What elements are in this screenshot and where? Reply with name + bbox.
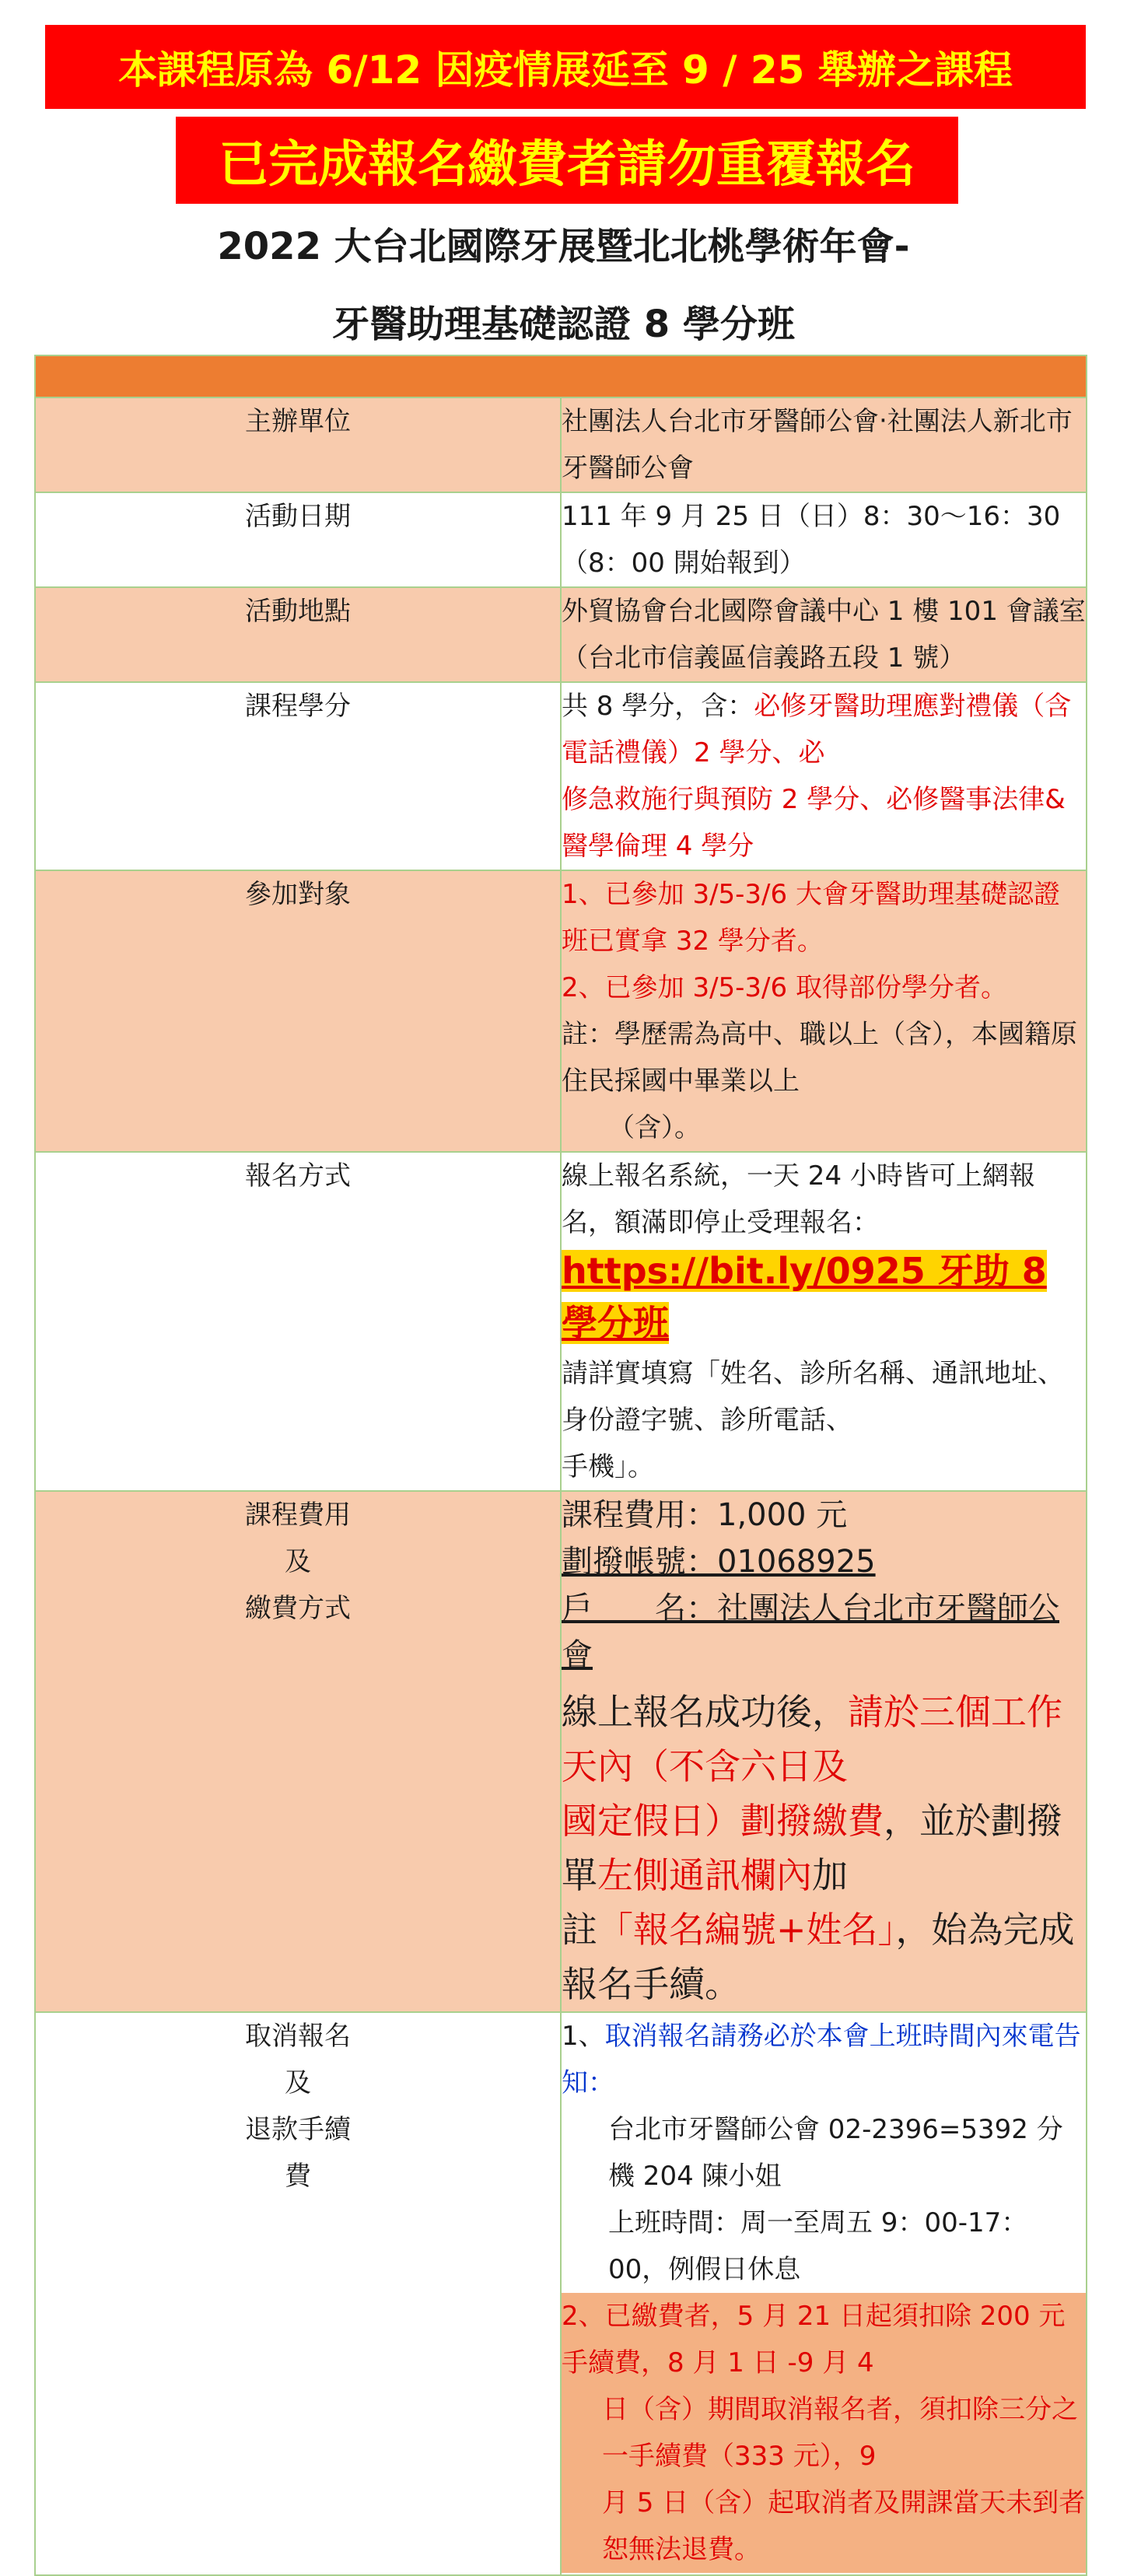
row-target <box>35 870 1087 1152</box>
value-organizer: 社團法人台北市牙醫師公會‧社團法人新北市牙醫師公會 <box>561 397 1087 492</box>
refund-line-2: 日（含）期間取消報名者，須扣除三分之一手續費（333 元），9 <box>602 2394 1078 2472</box>
course-info-table <box>34 355 1087 2576</box>
registration-link[interactable]: https://bit.ly/0925 牙助 8 學分班 <box>562 1250 1047 1344</box>
label-fee-2: 及 <box>285 1546 311 1577</box>
venue-name: 外貿協會台北國際會議中心 1 樓 101 會議室 <box>562 596 1086 627</box>
venue-address: （台北市信義區信義路五段 1 號） <box>562 642 966 674</box>
value-venue <box>561 587 1087 682</box>
row-cancel <box>35 2012 1087 2575</box>
label-fee-3: 繳費方式 <box>245 1593 351 1624</box>
value-registration <box>561 1152 1087 1491</box>
page-title-line1: 2022 大台北國際牙展暨北北桃學術年會- <box>217 225 910 268</box>
label-cancel <box>35 2012 561 2575</box>
credits-detail-2: 修急救施行與預防 2 學分、必修醫事法律&醫學倫理 4 學分 <box>562 784 1066 862</box>
fee-instruction-2: 國定假日）劃撥繳費，並於劃撥單左側通訊欄內加 <box>562 1800 1062 1896</box>
label-registration: 報名方式 <box>35 1152 561 1491</box>
refund-line-3: 月 5 日（含）起取消者及開課當天未到者恕無法退費。 <box>602 2487 1086 2565</box>
target-note-cont: （含）。 <box>608 1112 701 1143</box>
label-cancel-1: 取消報名 <box>245 2021 351 2052</box>
row-fee <box>35 1491 1087 2012</box>
row-organizer <box>35 397 1087 492</box>
target-note: 註：學歷需為高中、職以上（含），本國籍原住民採國中畢業以上 <box>562 1019 1077 1097</box>
target-item-2: 2、已參加 3/5-3/6 取得部份學分者。 <box>562 972 1007 1003</box>
fee-amount: 課程費用：1,000 元 <box>562 1497 848 1533</box>
registration-fields-cont: 手機」。 <box>562 1451 654 1482</box>
cancel-contact: 台北市牙醫師公會 02-2396=5392 分機 204 陳小姐 <box>608 2114 1063 2192</box>
label-date: 活動日期 <box>35 492 561 587</box>
notice-text-postponed: 本課程原為 6/12 因疫情展延至 9 / 25 舉辦之課程 <box>118 47 1013 93</box>
target-item-1: 1、已參加 3/5-3/6 大會牙醫助理基礎認證班已實拿 32 學分者。 <box>562 879 1060 957</box>
cancel-item-1: 1、取消報名請務必於本會上班時間內來電告知： <box>562 2021 1081 2098</box>
notice-banner-no-duplicate <box>176 117 958 204</box>
notice-text-no-duplicate: 已完成報名繳費者請勿重覆報名 <box>219 136 915 194</box>
value-credits <box>561 682 1087 870</box>
label-cancel-4: 費 <box>285 2161 311 2192</box>
fee-account: 劃撥帳號：01068925 <box>562 1544 876 1580</box>
fee-instruction-3: 註「報名編號+姓名」，始為完成報名手續。 <box>562 1909 1075 2005</box>
value-date: 111 年 9 月 25 日（日）8：30～16：30（8：00 開始報到） <box>561 492 1087 587</box>
label-fee <box>35 1491 561 2012</box>
value-target <box>561 870 1087 1152</box>
row-registration <box>35 1152 1087 1491</box>
header-bar <box>35 355 1087 397</box>
fee-account-name: 戶 名：社團法人台北市牙醫師公會 <box>562 1591 1059 1673</box>
label-target: 參加對象 <box>35 870 561 1152</box>
label-organizer: 主辦單位 <box>35 397 561 492</box>
page-title-line2: 牙醫助理基礎認證 8 學分班 <box>332 303 795 346</box>
value-cancel <box>561 2012 1087 2575</box>
label-cancel-3: 退款手續 <box>245 2114 351 2145</box>
label-credits: 課程學分 <box>35 682 561 870</box>
header-bar-cell <box>35 355 1087 397</box>
value-fee <box>561 1491 1087 2012</box>
registration-fields: 請詳實填寫「姓名、診所名稱、通訊地址、身份證字號、診所電話、 <box>562 1358 1064 1436</box>
row-date <box>35 492 1087 587</box>
credits-detail-1: 必修牙醫助理應對禮儀（含電話禮儀）2 學分、必 <box>562 691 1072 768</box>
row-credits <box>35 682 1087 870</box>
refund-line-1: 2、已繳費者，5 月 21 日起須扣除 200 元手續費，8 月 1 日 -9 月 4 <box>562 2301 1066 2378</box>
notice-banner-postponed <box>45 25 1086 109</box>
credits-total: 共 8 學分，含： <box>562 691 754 722</box>
label-venue: 活動地點 <box>35 587 561 682</box>
row-venue <box>35 587 1087 682</box>
cancel-office-hours: 上班時間：周一至周五 9：00-17：00，例假日休息 <box>608 2207 1028 2285</box>
registration-intro: 線上報名系統，一天 24 小時皆可上網報名，額滿即停止受理報名： <box>562 1160 1035 1238</box>
fee-instruction-1: 線上報名成功後，請於三個工作天內（不含六日及 <box>562 1691 1062 1787</box>
label-cancel-2: 及 <box>285 2067 311 2098</box>
cancel-refund-policy <box>562 2293 1086 2573</box>
label-fee-1: 課程費用 <box>245 1500 351 1531</box>
